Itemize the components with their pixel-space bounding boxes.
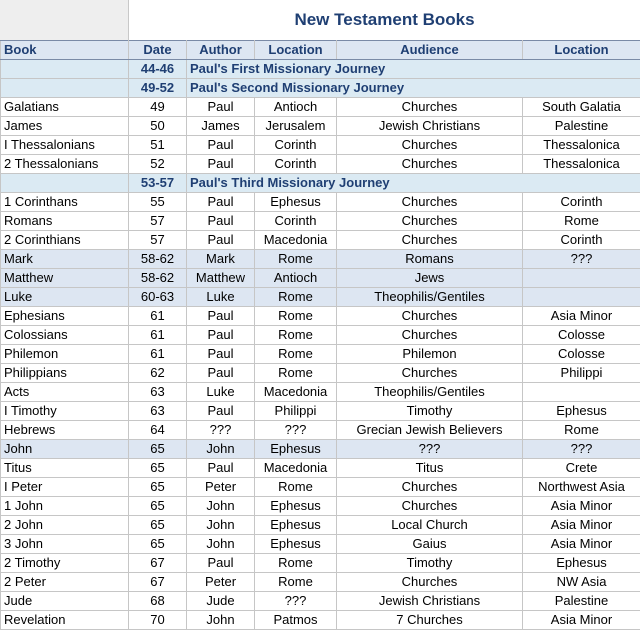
author-cell[interactable]: Jude — [187, 592, 255, 611]
destination-cell[interactable]: Asia Minor — [523, 516, 640, 535]
table-row — [1, 98, 640, 117]
table-row — [1, 231, 640, 250]
author-cell[interactable]: Paul — [187, 193, 255, 212]
location-cell[interactable]: Rome — [255, 364, 337, 383]
book-cell[interactable]: Hebrews — [1, 421, 129, 440]
author-cell[interactable]: James — [187, 117, 255, 136]
location-cell[interactable]: Rome — [255, 326, 337, 345]
date-cell[interactable]: 52 — [129, 155, 187, 174]
title-blank-cell[interactable] — [0, 0, 129, 40]
book-cell[interactable]: Matthew — [1, 269, 129, 288]
header-row — [1, 41, 640, 60]
location-cell[interactable]: ??? — [255, 592, 337, 611]
table-row — [1, 212, 640, 231]
location-cell[interactable]: Corinth — [255, 212, 337, 231]
destination-cell[interactable]: Corinth — [523, 231, 640, 250]
author-cell[interactable]: Paul — [187, 459, 255, 478]
destination-cell[interactable]: Northwest Asia — [523, 478, 640, 497]
author-cell[interactable]: Paul — [187, 364, 255, 383]
location-cell[interactable]: Ephesus — [255, 535, 337, 554]
book-cell[interactable]: Luke — [1, 288, 129, 307]
book-cell[interactable]: I Timothy — [1, 402, 129, 421]
audience-cell[interactable]: Theophilis/Gentiles — [337, 383, 523, 402]
title-row — [0, 0, 640, 40]
book-cell[interactable]: Colossians — [1, 326, 129, 345]
sheet-title[interactable]: New Testament Books — [129, 0, 640, 41]
table-row — [1, 459, 640, 478]
destination-cell[interactable] — [523, 383, 640, 402]
date-cell[interactable]: 60-63 — [129, 288, 187, 307]
author-cell[interactable]: Paul — [187, 98, 255, 117]
destination-cell[interactable]: NW Asia — [523, 573, 640, 592]
journey-date-cell[interactable]: 44-46 — [129, 60, 187, 79]
journey-date-cell[interactable]: 53-57 — [129, 174, 187, 193]
book-cell[interactable]: 2 Timothy — [1, 554, 129, 573]
book-cell[interactable]: 2 Peter — [1, 573, 129, 592]
author-cell[interactable]: John — [187, 516, 255, 535]
location-cell[interactable]: Rome — [255, 288, 337, 307]
location-cell[interactable]: Rome — [255, 345, 337, 364]
date-cell[interactable]: 64 — [129, 421, 187, 440]
location-cell[interactable]: Corinth — [255, 136, 337, 155]
destination-cell[interactable]: ??? — [523, 250, 640, 269]
date-cell[interactable]: 57 — [129, 231, 187, 250]
author-cell[interactable]: John — [187, 611, 255, 630]
book-cell[interactable]: I Thessalonians — [1, 136, 129, 155]
author-cell[interactable]: Paul — [187, 212, 255, 231]
date-cell[interactable]: 65 — [129, 440, 187, 459]
book-cell[interactable]: I Peter — [1, 478, 129, 497]
audience-cell[interactable]: Philemon — [337, 345, 523, 364]
destination-cell[interactable]: Palestine — [523, 117, 640, 136]
book-cell[interactable]: Jude — [1, 592, 129, 611]
author-cell[interactable]: John — [187, 440, 255, 459]
destination-cell[interactable]: Colosse — [523, 326, 640, 345]
author-cell[interactable]: Paul — [187, 307, 255, 326]
date-cell[interactable]: 61 — [129, 345, 187, 364]
book-cell[interactable]: John — [1, 440, 129, 459]
date-cell[interactable]: 63 — [129, 402, 187, 421]
audience-cell[interactable]: Theophilis/Gentiles — [337, 288, 523, 307]
journey-name-cell[interactable]: Paul's Third Missionary Journey — [187, 174, 640, 193]
table-row — [1, 383, 640, 402]
audience-cell[interactable]: Jewish Christians — [337, 117, 523, 136]
audience-cell[interactable]: Churches — [337, 573, 523, 592]
table-row — [1, 478, 640, 497]
book-cell[interactable]: James — [1, 117, 129, 136]
location-cell[interactable]: Corinth — [255, 155, 337, 174]
destination-cell[interactable]: Palestine — [523, 592, 640, 611]
table-row — [1, 250, 640, 269]
author-cell[interactable]: Peter — [187, 573, 255, 592]
journey-name-cell[interactable]: Paul's Second Missionary Journey — [187, 79, 640, 98]
book-cell[interactable]: Philemon — [1, 345, 129, 364]
table-row — [1, 611, 640, 630]
date-cell[interactable]: 63 — [129, 383, 187, 402]
author-cell[interactable]: Paul — [187, 402, 255, 421]
header-audience[interactable]: Audience — [337, 41, 523, 60]
book-cell[interactable]: Ephesians — [1, 307, 129, 326]
date-cell[interactable]: 61 — [129, 307, 187, 326]
location-cell[interactable]: Rome — [255, 478, 337, 497]
audience-cell[interactable]: Churches — [337, 326, 523, 345]
book-cell[interactable]: Titus — [1, 459, 129, 478]
header-location[interactable]: Location — [255, 41, 337, 60]
table-row — [1, 117, 640, 136]
destination-cell[interactable]: Rome — [523, 421, 640, 440]
journey-date-cell[interactable]: 49-52 — [129, 79, 187, 98]
audience-cell[interactable]: Timothy — [337, 402, 523, 421]
author-cell[interactable]: Luke — [187, 383, 255, 402]
location-cell[interactable]: Macedonia — [255, 231, 337, 250]
date-cell[interactable]: 65 — [129, 535, 187, 554]
book-cell[interactable]: Mark — [1, 250, 129, 269]
author-cell[interactable]: Luke — [187, 288, 255, 307]
destination-cell[interactable]: Thessalonica — [523, 136, 640, 155]
destination-cell[interactable]: Corinth — [523, 193, 640, 212]
destination-cell[interactable]: Asia Minor — [523, 535, 640, 554]
date-cell[interactable]: 51 — [129, 136, 187, 155]
table-row — [1, 535, 640, 554]
author-cell[interactable]: Paul — [187, 155, 255, 174]
location-cell[interactable]: Rome — [255, 307, 337, 326]
destination-cell[interactable]: Rome — [523, 212, 640, 231]
author-cell[interactable]: Paul — [187, 231, 255, 250]
journey-row — [1, 174, 640, 193]
author-cell[interactable]: ??? — [187, 421, 255, 440]
book-cell[interactable]: 1 John — [1, 497, 129, 516]
book-cell[interactable]: Romans — [1, 212, 129, 231]
date-cell[interactable]: 65 — [129, 459, 187, 478]
location-cell[interactable]: Ephesus — [255, 516, 337, 535]
journey-row — [1, 60, 640, 79]
table-row — [1, 497, 640, 516]
audience-cell[interactable]: Timothy — [337, 554, 523, 573]
date-cell[interactable]: 58-62 — [129, 269, 187, 288]
book-cell[interactable]: Revelation — [1, 611, 129, 630]
location-cell[interactable]: Ephesus — [255, 193, 337, 212]
destination-cell[interactable]: Asia Minor — [523, 307, 640, 326]
location-cell[interactable]: Ephesus — [255, 440, 337, 459]
destination-cell[interactable]: ??? — [523, 440, 640, 459]
location-cell[interactable]: Antioch — [255, 98, 337, 117]
audience-cell[interactable]: Churches — [337, 155, 523, 174]
book-cell[interactable]: 3 John — [1, 535, 129, 554]
author-cell[interactable]: Paul — [187, 554, 255, 573]
location-cell[interactable]: Rome — [255, 554, 337, 573]
book-cell[interactable]: Acts — [1, 383, 129, 402]
book-cell[interactable]: 1 Corinthans — [1, 193, 129, 212]
author-cell[interactable]: Paul — [187, 345, 255, 364]
table-row — [1, 554, 640, 573]
audience-cell[interactable]: Churches — [337, 193, 523, 212]
destination-cell[interactable] — [523, 269, 640, 288]
location-cell[interactable]: Rome — [255, 573, 337, 592]
date-cell[interactable]: 49 — [129, 98, 187, 117]
audience-cell[interactable]: Jews — [337, 269, 523, 288]
audience-cell[interactable]: Churches — [337, 212, 523, 231]
journey-row — [1, 79, 640, 98]
header-author[interactable]: Author — [187, 41, 255, 60]
location-cell[interactable]: Antioch — [255, 269, 337, 288]
date-cell[interactable]: 61 — [129, 326, 187, 345]
date-cell[interactable]: 57 — [129, 212, 187, 231]
location-cell[interactable]: Philippi — [255, 402, 337, 421]
empty-cell[interactable] — [1, 174, 129, 193]
destination-cell[interactable]: South Galatia — [523, 98, 640, 117]
table-row — [1, 307, 640, 326]
table-row — [1, 288, 640, 307]
audience-cell[interactable]: Churches — [337, 307, 523, 326]
book-cell[interactable]: 2 Thessalonians — [1, 155, 129, 174]
author-cell[interactable]: John — [187, 535, 255, 554]
date-cell[interactable]: 70 — [129, 611, 187, 630]
location-cell[interactable]: Macedonia — [255, 459, 337, 478]
date-cell[interactable]: 65 — [129, 497, 187, 516]
audience-cell[interactable]: Local Church — [337, 516, 523, 535]
table-row — [1, 573, 640, 592]
audience-cell[interactable]: Churches — [337, 364, 523, 383]
table-row — [1, 402, 640, 421]
destination-cell[interactable]: Thessalonica — [523, 155, 640, 174]
book-cell[interactable]: Galatians — [1, 98, 129, 117]
audience-cell[interactable]: Grecian Jewish Believers — [337, 421, 523, 440]
author-cell[interactable]: Paul — [187, 326, 255, 345]
header-date[interactable]: Date — [129, 41, 187, 60]
author-cell[interactable]: Paul — [187, 136, 255, 155]
date-cell[interactable]: 65 — [129, 516, 187, 535]
table-body — [1, 60, 640, 630]
author-cell[interactable]: John — [187, 497, 255, 516]
book-cell[interactable]: 2 Corinthians — [1, 231, 129, 250]
audience-cell[interactable]: Jewish Christians — [337, 592, 523, 611]
audience-cell[interactable]: Churches — [337, 136, 523, 155]
destination-cell[interactable]: Philippi — [523, 364, 640, 383]
header-destination[interactable]: Location — [523, 41, 640, 60]
location-cell[interactable]: Patmos — [255, 611, 337, 630]
destination-cell[interactable]: Crete — [523, 459, 640, 478]
table-row — [1, 136, 640, 155]
date-cell[interactable]: 55 — [129, 193, 187, 212]
author-cell[interactable]: Matthew — [187, 269, 255, 288]
table-row — [1, 345, 640, 364]
author-cell[interactable]: Mark — [187, 250, 255, 269]
audience-cell[interactable]: Titus — [337, 459, 523, 478]
destination-cell[interactable] — [523, 288, 640, 307]
audience-cell[interactable]: 7 Churches — [337, 611, 523, 630]
table-row — [1, 193, 640, 212]
location-cell[interactable]: Rome — [255, 250, 337, 269]
book-cell[interactable]: Philippians — [1, 364, 129, 383]
audience-cell[interactable]: Churches — [337, 231, 523, 250]
table-row — [1, 155, 640, 174]
empty-cell[interactable] — [1, 60, 129, 79]
date-cell[interactable]: 67 — [129, 554, 187, 573]
location-cell[interactable]: Macedonia — [255, 383, 337, 402]
table-row — [1, 516, 640, 535]
table-row — [1, 440, 640, 459]
destination-cell[interactable]: Ephesus — [523, 554, 640, 573]
audience-cell[interactable]: Churches — [337, 497, 523, 516]
table-row — [1, 592, 640, 611]
destination-cell[interactable]: Colosse — [523, 345, 640, 364]
audience-cell[interactable]: ??? — [337, 440, 523, 459]
audience-cell[interactable]: Gaius — [337, 535, 523, 554]
book-cell[interactable]: 2 John — [1, 516, 129, 535]
destination-cell[interactable]: Asia Minor — [523, 497, 640, 516]
books-table — [0, 40, 640, 630]
table-row — [1, 269, 640, 288]
date-cell[interactable]: 67 — [129, 573, 187, 592]
destination-cell[interactable]: Ephesus — [523, 402, 640, 421]
empty-cell[interactable] — [1, 79, 129, 98]
audience-cell[interactable]: Romans — [337, 250, 523, 269]
author-cell[interactable]: Peter — [187, 478, 255, 497]
header-book[interactable]: Book — [1, 41, 129, 60]
table-row — [1, 364, 640, 383]
location-cell[interactable]: ??? — [255, 421, 337, 440]
date-cell[interactable]: 58-62 — [129, 250, 187, 269]
table-row — [1, 421, 640, 440]
destination-cell[interactable]: Asia Minor — [523, 611, 640, 630]
audience-cell[interactable]: Churches — [337, 98, 523, 117]
date-cell[interactable]: 65 — [129, 478, 187, 497]
date-cell[interactable]: 68 — [129, 592, 187, 611]
audience-cell[interactable]: Churches — [337, 478, 523, 497]
date-cell[interactable]: 50 — [129, 117, 187, 136]
date-cell[interactable]: 62 — [129, 364, 187, 383]
journey-name-cell[interactable]: Paul's First Missionary Journey — [187, 60, 640, 79]
location-cell[interactable]: Ephesus — [255, 497, 337, 516]
location-cell[interactable]: Jerusalem — [255, 117, 337, 136]
table-row — [1, 326, 640, 345]
